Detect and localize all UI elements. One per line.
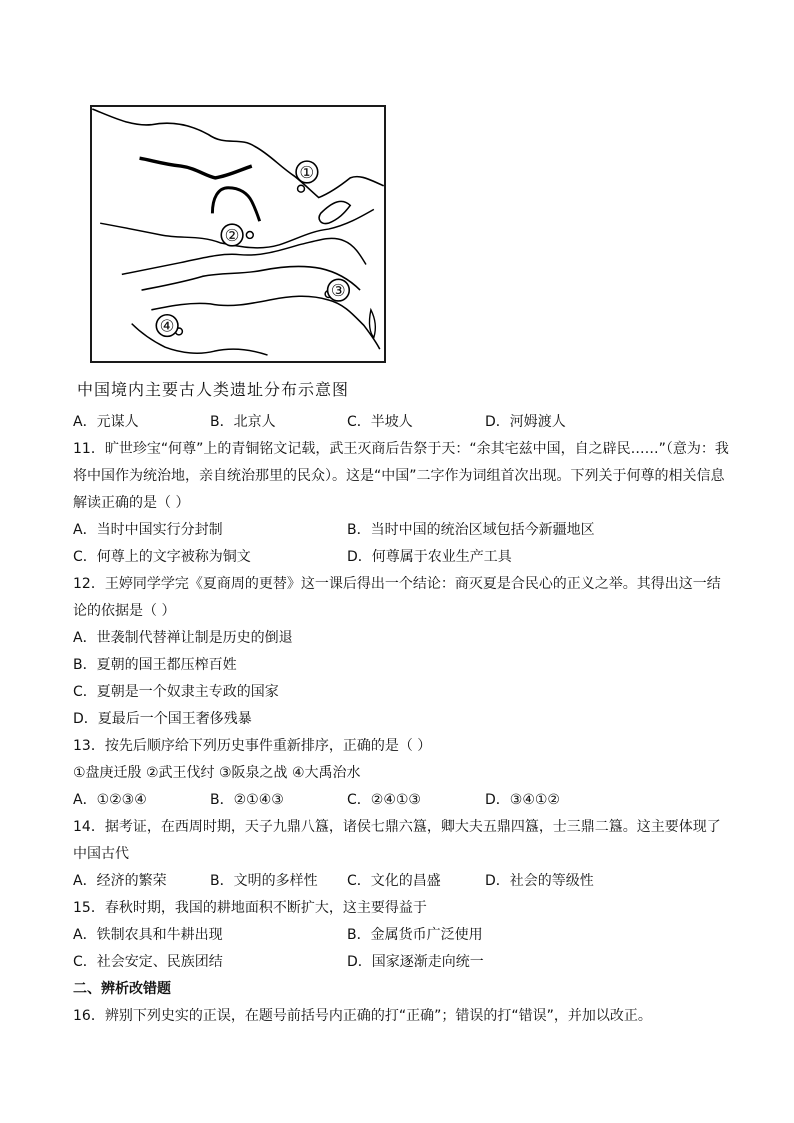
q12-option-b: B．夏朝的国王都压榨百姓 [73, 657, 237, 673]
q15-option-a: A．铁制农具和牛耕出现 [73, 927, 223, 943]
marker-3-label: ③ [330, 280, 346, 301]
q12-stem-line-1: 12．王婷同学学完《夏商周的更替》这一课后得出一个结论：商灭夏是合民心的正义之举。其得出这一结 [73, 576, 721, 592]
q11-option-a: A．当时中国实行分封制 [73, 522, 223, 538]
q13-option-d: D．③④①② [485, 792, 560, 808]
ancient-sites-map [90, 105, 386, 363]
q11-stem-line-3: 解读正确的是（ ） [73, 495, 190, 511]
q11-stem-line-1: 11．旷世珍宝“何尊”上的青铜铭文记载，武王灭商后告祭于天：“余其宅兹中国，自之辟民……”（意为：我 [73, 441, 729, 457]
q14-option-d: D．社会的等级性 [485, 873, 594, 889]
q13-option-b: B．②①④③ [210, 792, 284, 808]
map-outline [92, 107, 384, 361]
q14-option-a: A．经济的繁荣 [73, 873, 167, 889]
q15-option-b: B．金属货币广泛使用 [347, 927, 483, 943]
marker-4-label: ④ [159, 315, 175, 336]
q10-option-a: A．元谋人 [73, 414, 139, 430]
q11-option-d: D．何尊属于农业生产工具 [347, 549, 512, 565]
q14-stem-line-2: 中国古代 [73, 846, 129, 862]
q15-option-d: D．国家逐渐走向统一 [347, 954, 484, 970]
section-2-heading: 二、辨析改错题 [73, 981, 171, 997]
q14-option-b: B．文明的多样性 [210, 873, 318, 889]
q13-option-a: A．①②③④ [73, 792, 147, 808]
q15-option-c: C．社会安定、民族团结 [73, 954, 223, 970]
q10-option-c: C．半坡人 [347, 414, 413, 430]
q11-option-b: B．当时中国的统治区域包括今新疆地区 [347, 522, 595, 538]
q15-stem: 15．春秋时期，我国的耕地面积不断扩大，这主要得益于 [73, 900, 427, 916]
q14-option-c: C．文化的昌盛 [347, 873, 441, 889]
marker-2-label: ② [224, 224, 240, 245]
q14-stem-line-1: 14．据考证，在西周时期，天子九鼎八簋，诸侯七鼎六簋，卿大夫五鼎四簋，士三鼎二簋。这主要体现了 [73, 819, 721, 835]
q12-option-d: D．夏最后一个国王奢侈残暴 [73, 711, 252, 727]
q10-option-d: D．河姆渡人 [485, 414, 566, 430]
q12-option-c: C．夏朝是一个奴隶主专政的国家 [73, 684, 279, 700]
q13-stem: 13．按先后顺序给下列历史事件重新排序，正确的是（ ） [73, 738, 432, 754]
q10-option-b: B．北京人 [210, 414, 276, 430]
q12-option-a: A．世袭制代替禅让制是历史的倒退 [73, 630, 293, 646]
q11-option-c: C．何尊上的文字被称为铜文 [73, 549, 251, 565]
q11-stem-line-2: 将中国作为统治地，亲自统治那里的民众）。这是“中国”二字作为词组首次出现。下列关于何尊的相关信息 [73, 468, 725, 484]
q16-stem: 16．辨别下列史实的正误，在题号前括号内正确的打“正确”；错误的打“错误”，并加以改正。 [73, 1008, 652, 1024]
marker-1-label: ① [299, 161, 315, 182]
q13-option-c: C．②④①③ [347, 792, 421, 808]
q12-stem-line-2: 论的依据是（ ） [73, 603, 176, 619]
q13-events: ①盘庚迁殷 ②武王伐纣 ③阪泉之战 ④大禹治水 [73, 765, 361, 781]
map-caption: 中国境内主要古人类遗址分布示意图 [77, 380, 350, 399]
